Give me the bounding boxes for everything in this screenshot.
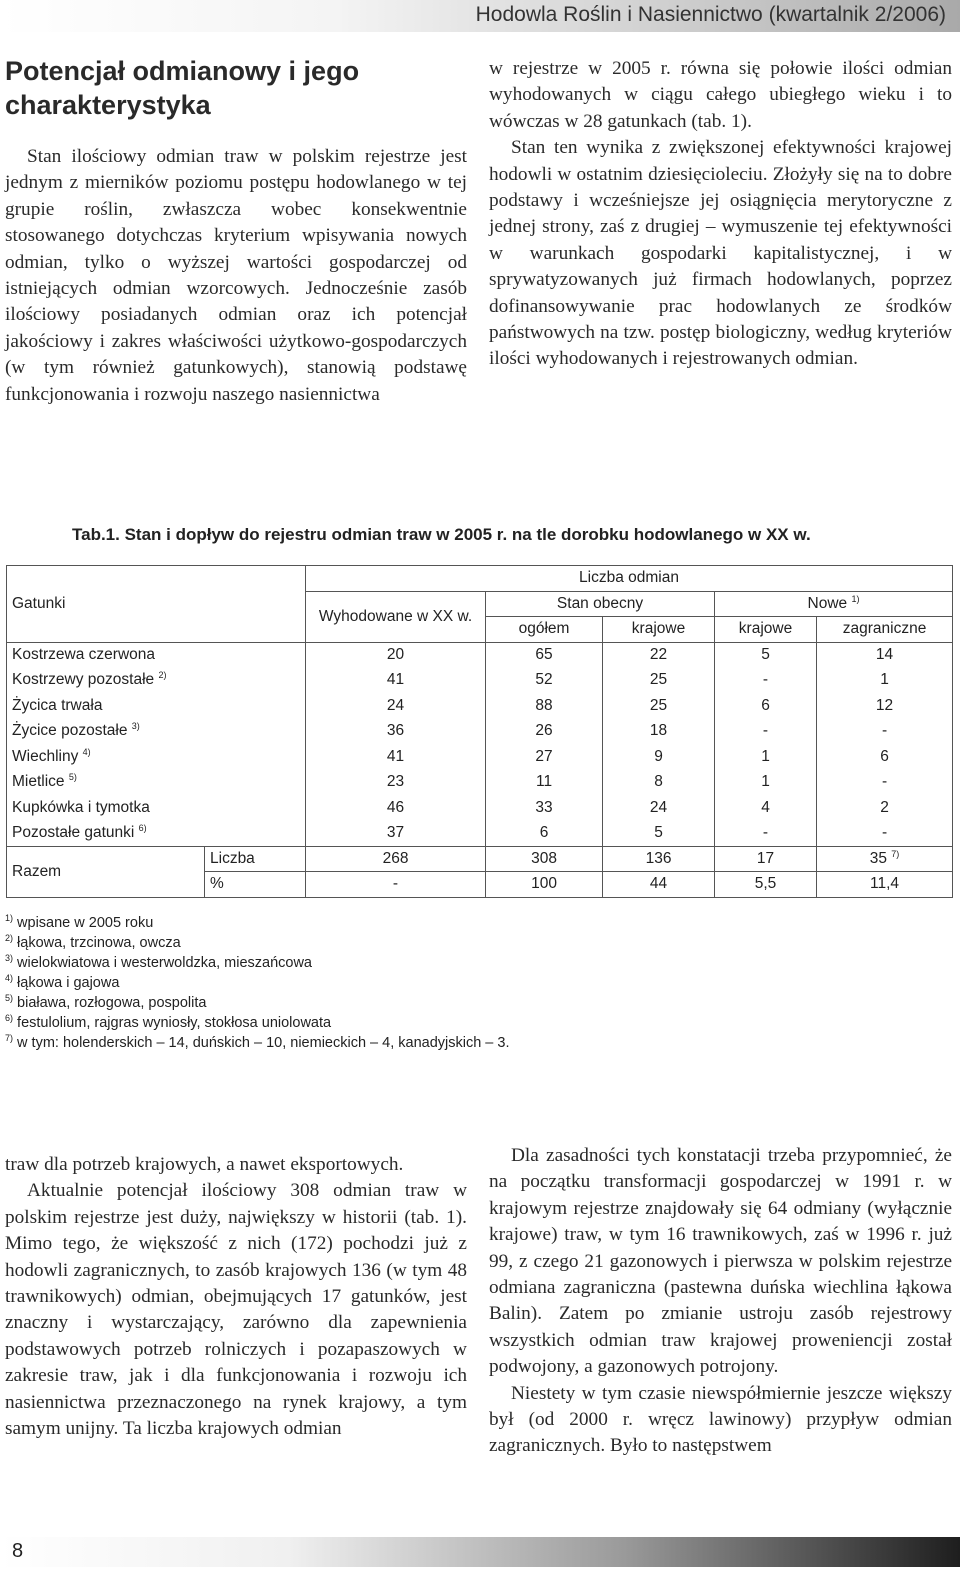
cell-new-domestic: 5 — [715, 642, 817, 668]
cell-bred: 36 — [306, 719, 486, 745]
cell-total: 33 — [486, 795, 603, 821]
cell-domestic: 5 — [603, 821, 715, 847]
cell-domestic: 136 — [603, 846, 715, 872]
cell-bred: 23 — [306, 770, 486, 796]
table-row — [7, 795, 953, 821]
table-row — [7, 719, 953, 745]
cell-new-domestic: - — [715, 719, 817, 745]
cell-new-foreign: 1 — [817, 668, 953, 694]
paragraph: Dla zasadności tych konstatacji trzeba przypomnieć, że na początku transformacji gospodarczej w 1991 r. w krajowym rejestrze znajdowały się 64 odmiany (wyłącznie krajowe) traw, w tym 16 trawnikowych, zaś w 1996 r. już 99, z czego 21 gazonowych i pierwsza w polskim rejestrze odmiana zagraniczna (pastewna duńska wiechlina łąkowa Balin). Zatem po zmianie ustroju zasób rejestrowy wszystkich odmian traw krajowej proweniencji został podwojony, a gazonowych potrojony. — [489, 1145, 952, 1378]
cell-total: 6 — [486, 821, 603, 847]
cell-new-domestic: - — [715, 668, 817, 694]
cell-new-foreign: 35 $^{7)}$ — [817, 846, 953, 872]
cell-bred: 41 — [306, 668, 486, 694]
cell-new-domestic: 6 — [715, 693, 817, 719]
cell-new-domestic: 17 — [715, 846, 817, 872]
header-wyhodowane: Wyhodowane w XX w. — [306, 591, 486, 642]
cell-total: 26 — [486, 719, 603, 745]
footnote: $^{5)}$ biaława, rozłogowa, pospolita — [5, 993, 207, 1011]
cell-total: 27 — [486, 744, 603, 770]
cell-new-domestic: - — [715, 821, 817, 847]
text-column-left-bottom — [5, 1152, 467, 1442]
footnotes — [5, 913, 510, 1053]
cell-total: 100 — [486, 872, 603, 898]
cell-species: Wiechliny $^{4)}$ — [7, 744, 306, 770]
cell-species: Kostrzewy pozostałe $^{2)}$ — [7, 668, 306, 694]
header-ogolem: ogółem — [486, 617, 603, 643]
cell-species: Mietlice $^{5)}$ — [7, 770, 306, 796]
cell-domestic: 25 — [603, 693, 715, 719]
cell-species: Życica trwała — [7, 693, 306, 719]
cell-domestic: 8 — [603, 770, 715, 796]
cell-domestic: 18 — [603, 719, 715, 745]
cell-domestic: 44 — [603, 872, 715, 898]
cell-domestic: 25 — [603, 668, 715, 694]
cell-species: Życice pozostałe $^{3)}$ — [7, 719, 306, 745]
paragraph: Aktualnie potencjał ilościowy 308 odmian traw w polskim rejestrze jest duży, największy w historii (tab. 1). Mimo tego, że większość z nich (172) pochodzi już z hodowli zagranicznych, to zasób krajowych 136 (w tym 48 trawnikowych) odmian, obejmujących 17 gatunków, jest znaczny i wystarczający, zarówno dla zapewnienia podstawowych potrzeb rolniczych i pozapaszowych w zakresie traw, jak i dla funkcjonowania i rozwoju ich nasiennictwa przeznaczonego na rynek krajowy, a tym samym unijny. Ta liczba krajowych odmian — [5, 1180, 467, 1440]
table-row — [7, 668, 953, 694]
cell-new-foreign: - — [817, 770, 953, 796]
cell-liczba-label: Liczba — [205, 846, 306, 872]
header-liczba-odmian: Liczba odmian — [306, 566, 953, 592]
cell-new-domestic: 1 — [715, 770, 817, 796]
cell-percent-label: % — [205, 872, 306, 898]
text-column-left-top — [5, 144, 467, 408]
header-gatunki: Gatunki — [7, 566, 306, 643]
journal-title: Hodowla Roślin i Nasiennictwo (kwartalnik 2/2006) — [475, 3, 946, 26]
page-number: 8 — [12, 1540, 24, 1562]
cell-total: 52 — [486, 668, 603, 694]
cell-total: 65 — [486, 642, 603, 668]
article-title: Potencjał odmianowy i jego charakterystyka — [5, 56, 360, 120]
header-krajowe: krajowe — [603, 617, 715, 643]
cell-domestic: 24 — [603, 795, 715, 821]
header-nowe: Nowe $^{1)}$ — [715, 591, 953, 617]
footnote: $^{2)}$ łąkowa, trzcinowa, owcza — [5, 933, 181, 951]
table-row — [7, 642, 953, 668]
text-column-right-top — [489, 56, 952, 373]
cell-bred: - — [306, 872, 486, 898]
table-caption: Tab.1. Stan i dopływ do rejestru odmian traw w 2005 r. na tle dorobku hodowlanego w XX w. — [72, 525, 811, 544]
cell-new-foreign: 14 — [817, 642, 953, 668]
cell-species: Kupkówka i tymotka — [7, 795, 306, 821]
table-row — [7, 821, 953, 847]
footnote: $^{3)}$ wielokwiatowa i westerwoldzka, mieszańcowa — [5, 953, 312, 971]
cell-bred: 20 — [306, 642, 486, 668]
cell-bred: 37 — [306, 821, 486, 847]
paragraph: Niestety w tym czasie niewspółmiernie jeszcze większy był (od 2000 r. wręcz lawinowy) przypływ odmian zagranicznych. Było to następstwem — [489, 1382, 952, 1457]
table-row — [7, 693, 953, 719]
cell-new-foreign: 12 — [817, 693, 953, 719]
table-row-total-count — [7, 846, 953, 872]
cell-new-foreign: - — [817, 821, 953, 847]
cell-total: 11 — [486, 770, 603, 796]
cell-new-foreign: 6 — [817, 744, 953, 770]
footnote: $^{4)}$ łąkowa i gajowa — [5, 973, 120, 991]
cell-bred: 24 — [306, 693, 486, 719]
cell-new-foreign: 2 — [817, 795, 953, 821]
cell-new-domestic: 5,5 — [715, 872, 817, 898]
header-stan-obecny: Stan obecny — [486, 591, 715, 617]
cell-bred: 46 — [306, 795, 486, 821]
footnote: $^{1)}$ wpisane w 2005 roku — [5, 913, 154, 931]
cell-domestic: 22 — [603, 642, 715, 668]
cell-new-domestic: 1 — [715, 744, 817, 770]
paragraph: Stan ten wynika z zwiększonej efektywności krajowej hodowli w ostatnim dziesięcioleciu. Złożyły się na to dobre podstawy i wcześniejsze jej osiągnięcia merytoryczne z jednej strony, zaś z drugiej – wymuszenie tej efektywności w warunkach gospodarki kapitalistycznej, i w sprywatyzowanych już firmach hodowlanych, poprzez dofinansowywanie prac hodowlanych ze środków państwowych na tzw. postęp biologiczny, według kryteriów ilości wyhodowanych i rejestrowanych odmian. — [489, 137, 952, 370]
cell-domestic: 9 — [603, 744, 715, 770]
cell-total: 88 — [486, 693, 603, 719]
paragraph: Stan ilościowy odmian traw w polskim rejestrze jest jednym z mierników poziomu postępu hodowlanego w tej grupie roślin, zwłaszcza wobec konsekwentnie stosowanego dotychczas kryterium wpisywania nowych odmian, tylko o wyższej wartości gospodarczej od istniejących odmian wzorcowych. Jednocześnie zasób ilościowy posiadanych odmian oraz ich potencjał jakościowy i zakres właściwości użytkowo-gospodarczych (w tym również gatunkowych), stanowią podstawę funkcjonowania i rozwoju naszego nasiennictwa — [5, 146, 467, 405]
cell-bred: 41 — [306, 744, 486, 770]
footnote: $^{7)}$ w tym: holenderskich – 14, duńskich – 10, niemieckich – 4, kanadyjskich – 3. — [5, 1033, 510, 1051]
cell-species: Pozostałe gatunki $^{6)}$ — [7, 821, 306, 847]
table-row — [7, 744, 953, 770]
cell-species: Kostrzewa czerwona — [7, 642, 306, 668]
footnote: $^{6)}$ festulolium, rajgras wyniosły, stokłosa uniolowata — [5, 1013, 332, 1031]
cell-new-foreign: 11,4 — [817, 872, 953, 898]
cell-new-domestic: 4 — [715, 795, 817, 821]
paragraph: w rejestrze w 2005 r. równa się połowie ilości odmian wyhodowanych w ciągu całego ubiegłego wieku i to wówczas w 28 gatunkach (tab. 1). — [489, 58, 952, 132]
data-table — [6, 565, 953, 898]
header-nowe-krajowe: krajowe — [715, 617, 817, 643]
cell-bred: 268 — [306, 846, 486, 872]
cell-razem: Razem — [7, 846, 205, 897]
table-row — [7, 770, 953, 796]
header-zagraniczne: zagraniczne — [817, 617, 953, 643]
cell-total: 308 — [486, 846, 603, 872]
footer-bar — [0, 1537, 960, 1567]
paragraph: traw dla potrzeb krajowych, a nawet eksportowych. — [5, 1154, 404, 1175]
text-column-right-bottom — [489, 1143, 952, 1460]
table-header-row — [7, 566, 953, 592]
cell-new-foreign: - — [817, 719, 953, 745]
